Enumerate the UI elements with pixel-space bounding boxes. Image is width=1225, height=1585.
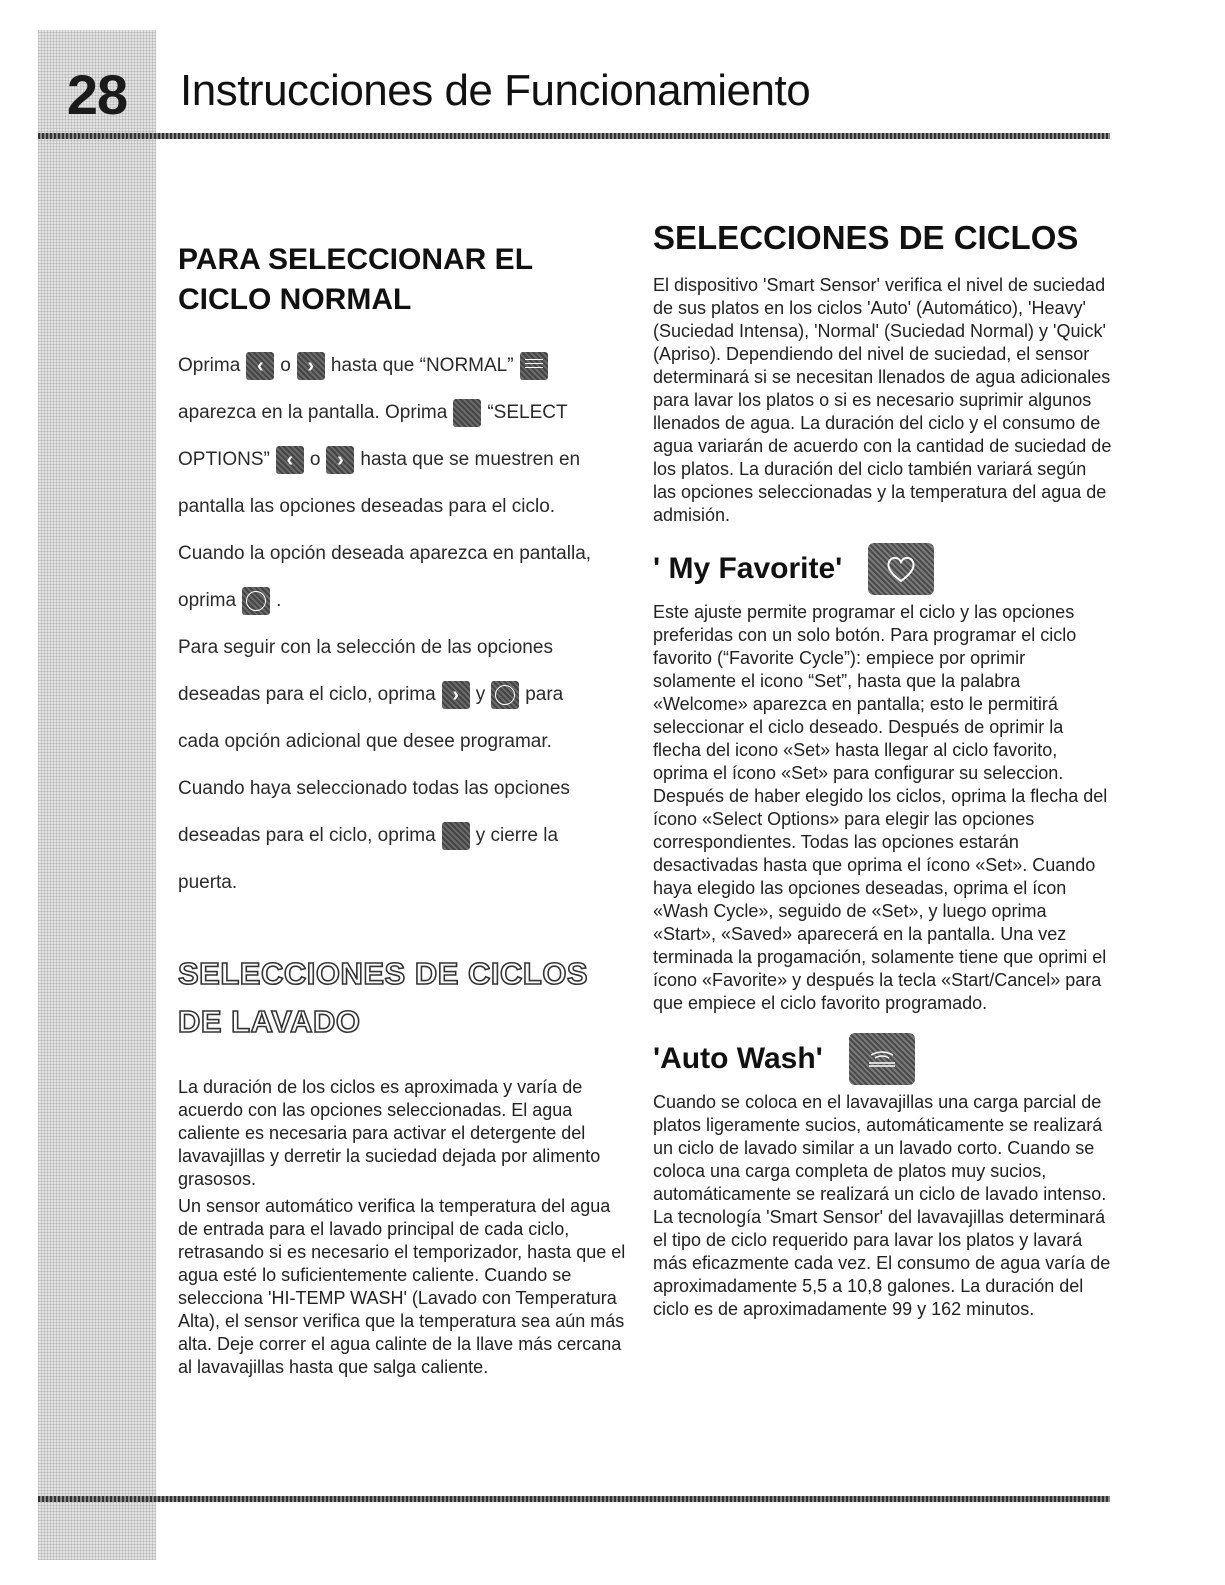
right-arrow-icon: › (297, 352, 325, 380)
step-text: OPTIONS” (178, 449, 270, 470)
right-arrow-icon: › (442, 681, 470, 709)
auto-wash-text: Cuando se coloca en el lavavajillas una carga parcial de platos ligeramente sucios, automáticamente se realizará un ciclo de lavado similar a un lavado corto. Cuando se coloca una carga completa de platos muy sucios, automáticamente se realizará un ciclo de lavado intenso. La tecnología 'Smart Sensor' del lavavajillas determinará el tipo de ciclo requerido para lavar los platos y lavará más eficazmente cada vez. El consumo de agua varía de aproximadamente 5,5 a 10,8 galones. La duración del ciclo es de aproximadamente 99 y 162 minutos. (653, 1092, 1111, 1319)
step-text: “SELECT (487, 402, 568, 423)
normal-cycle-steps (178, 342, 633, 906)
page-number: 28 (66, 63, 128, 126)
auto-wash-icon (849, 1033, 915, 1085)
heart-icon-glyph (886, 555, 916, 583)
step-line (178, 671, 633, 718)
step-line: Cuando la opción deseada aparezca en pantalla, (178, 543, 592, 564)
wash-cycles-heading: SELECCIONES DE CICLOS DE LAVADO (178, 956, 589, 1039)
step-text: oprima (178, 590, 237, 611)
my-favorite-header (653, 543, 1113, 595)
step-text: deseadas para el ciclo, oprima (178, 684, 436, 705)
auto-wash-header (653, 1033, 1113, 1085)
auto-wash-icon-glyph (865, 1049, 899, 1069)
wash-cycles-paragraph: Un sensor automático verifica la temperatura del agua de entrada para el lavado principal de cada ciclo, retrasando si es necesario el temporizador, hasta que el agua esté lo suficientemente caliente. Cuando se selecciona 'HI-TEMP WASH' (Lavado con Temperatura Alta), el sensor verifica que la temperatura sea aún más alta. Deje correr el agua calinte de la llave más cercana al lavavajillas hasta que salga caliente. (178, 1196, 626, 1377)
page-side-strip (38, 30, 156, 1560)
step-line (178, 389, 633, 436)
auto-wash-title: 'Auto Wash' (653, 1042, 823, 1075)
set-icon (242, 587, 270, 615)
step-text: para (525, 684, 564, 705)
step-text: o (280, 355, 291, 376)
footer-rule (38, 1496, 1110, 1502)
left-column (178, 240, 633, 1379)
my-favorite-title: ' My Favorite' (653, 552, 843, 585)
step-text: o (309, 449, 321, 470)
left-arrow-icon: ‹ (246, 352, 274, 380)
cancel-start-icon (442, 822, 470, 850)
step-text: deseadas para el ciclo, oprima (178, 825, 436, 846)
step-text: y cierre la (475, 825, 559, 846)
normal-cycle-heading: PARA SELECCIONAR EL CICLO NORMAL (178, 243, 533, 316)
step-text: Oprima (178, 355, 241, 376)
step-line: pantalla las opciones deseadas para el ciclo. (178, 496, 556, 517)
cycle-selections-heading: SELECCIONES DE CICLOS (653, 219, 1079, 256)
right-arrow-icon: › (326, 446, 354, 474)
step-line: cada opción adicional que desee programar. (178, 731, 552, 752)
step-text: hasta que “NORMAL” (330, 355, 514, 376)
cycle-selections-intro: El dispositivo 'Smart Sensor' verifica el nivel de suciedad de sus platos en los ciclos 'Auto' (Automático), 'Heavy' (Suciedad Intensa), 'Normal' (Suciedad Normal) y 'Quick' (Apriso). Dependiendo del nivel de suciedad, el sensor determinará si se necesitan llenados de agua adicionales para lavar los platos o si es necesario suprimir algunos llenados de agua. La duración del ciclo y el consumo de agua variarán de acuerdo con la cantidad de suciedad de los platos. La duración del ciclo también variará según las opciones seleccionadas y la temperatura del agua de admisión. (653, 275, 1112, 525)
wash-cycles-paragraph: La duración de los ciclos es aproximada y varía de acuerdo con las opciones seleccionadas. El agua caliente es necesaria para activar el detergente del lavavajillas y derretir la suciedad dejada por alimento grasosos. (178, 1077, 601, 1189)
step-text: hasta que se muestren en (360, 449, 581, 470)
right-column (653, 218, 1113, 1321)
set-icon (491, 681, 519, 709)
step-text: y (475, 684, 486, 705)
step-text: . (276, 590, 282, 611)
left-arrow-icon: ‹ (276, 446, 304, 474)
my-favorite-text: Este ajuste permite programar el ciclo y las opciones preferidas con un solo botón. Para programar el ciclo favorito (“Favorite Cycle”): empiece por oprimir solamente el icono “Set”, hasta que la palabra «Welcome» aparezca en pantalla; esto le permitirá seleccionar el ciclo deseado. Después de oprimir la flecha del icono «Set» hasta llegar al ciclo favorito, oprima el ícono «Set» para configurar su seleccion. Después de haber elegido los ciclos, oprima la flecha del ícono «Select Options» para elegir las opciones correspondientes. Todas las opciones estarán desactivadas hasta que oprima el ícono «Set». Cuando haya elegido las opciones deseadas, oprima el ícon «Wash Cycle», seguido de «Set», y luego oprima «Start», «Saved» aparecerá en la pantalla. Una vez terminada la progamación, solamente tiene que oprimi el ícono «Favorite» y después la tecla «Start/Cancel» para que empiece el ciclo favorito programado. (653, 602, 1108, 1013)
step-line (178, 812, 633, 859)
step-line: puerta. (178, 872, 238, 893)
heart-icon (868, 543, 934, 595)
step-line: Cuando haya seleccionado todas las opciones (178, 778, 570, 799)
step-text: aparezca en la pantalla. Oprima (178, 402, 448, 423)
step-line (178, 436, 633, 483)
step-line (178, 577, 633, 624)
step-line: Para seguir con la selección de las opciones (178, 637, 553, 658)
step-line (178, 342, 633, 389)
select-options-icon (453, 399, 481, 427)
wash-cycles-text (178, 1076, 633, 1379)
header-rule (38, 133, 1110, 139)
page-title: Instrucciones de Funcionamiento (180, 66, 811, 115)
normal-cycle-icon (520, 352, 548, 380)
